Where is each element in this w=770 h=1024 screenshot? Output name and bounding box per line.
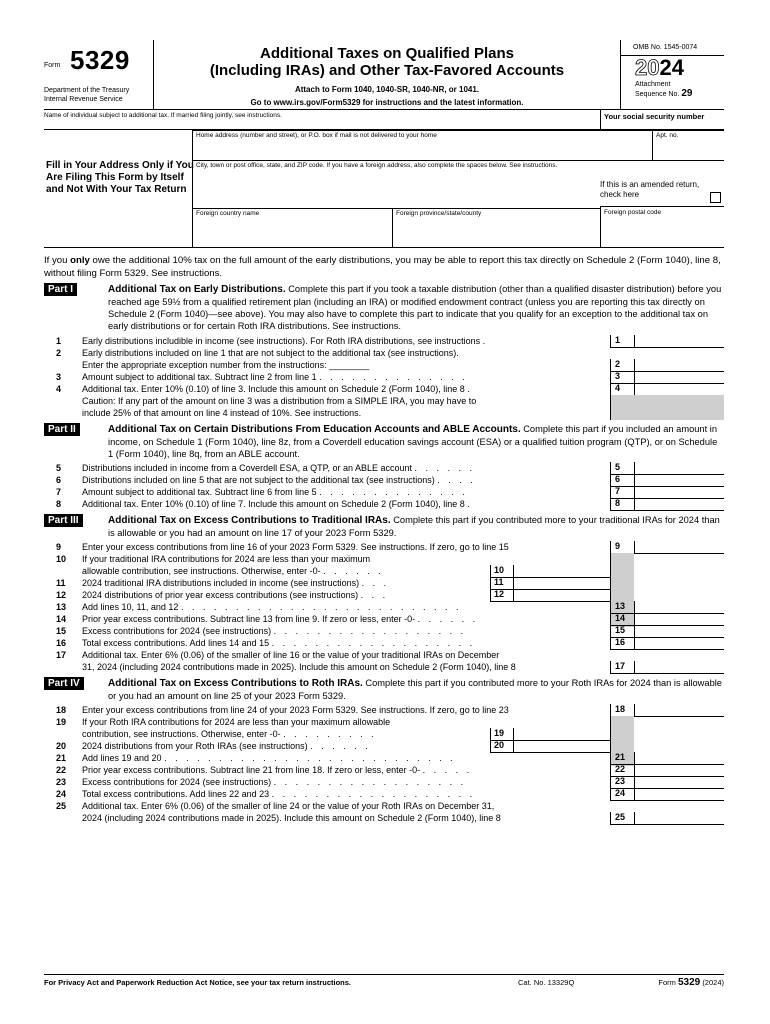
- footer-year: (2024): [702, 978, 724, 987]
- line-7-text: Amount subject to additional tax. Subtract line 6 from line 5: [82, 487, 317, 497]
- line-2a: 2 Early distributions included on line 1 that are not subject to the additional tax (see instructions).: [56, 348, 459, 358]
- line-17: 31, 2024 (including 2024 contributions made in 2025). Include this amount on Schedule 2 (Form 1040), line 8 17: [44, 662, 724, 674]
- home-address-label: Home address (number and street), or P.O. box if mail is not delivered to your home: [196, 132, 437, 139]
- tax-year: [621, 56, 724, 80]
- part-2-label: Part II: [44, 423, 80, 436]
- sequence-label: Sequence No.: [635, 91, 680, 98]
- line-12-amount[interactable]: [514, 589, 610, 602]
- line-16-text: Total excess contributions. Add lines 14 and 15: [82, 638, 270, 648]
- footer-form-id: [658, 977, 724, 988]
- line-17-text: Additional tax. Enter 6% (0.06) of the smaller of line 16 or the value of your traditional IRAs on December: [82, 650, 500, 660]
- line-24-amount[interactable]: [634, 788, 724, 801]
- line-25-text-2: 2024 (including 2024 contributions made in 2025). Include this amount on Schedule 2 (Form 1040), line 8: [82, 813, 501, 823]
- line-23: 23 Excess contributions for 2024 (see instructions) . . . . . . . . . . . . . . . . . . 23: [44, 777, 724, 789]
- line-18-text: Enter your excess contributions from line 24 of your 2023 Form 5329. See instructions. If zero, go to line 23: [82, 705, 509, 715]
- line-7: 7 Amount subject to additional tax. Subtract line 6 from line 5 . . . . . . . . . . . . . . 7: [44, 487, 724, 499]
- line-21: 21 Add lines 19 and 20 . . . . . . . . . . . . . . . . . . . . . . . . . . . 21: [44, 753, 724, 765]
- line-1-text: Early distributions includible in income (see instructions). For Roth IRA distributions, see instructions .: [82, 336, 486, 346]
- form-title: [154, 45, 620, 79]
- part-1-header: [44, 283, 724, 332]
- line-9-text: Enter your excess contributions from line 16 of your 2023 Form 5329. See instructions. If zero, go to line 15: [82, 542, 509, 552]
- line-3-text: Amount subject to additional tax. Subtract line 2 from line 1: [82, 372, 317, 382]
- part-1-label: Part I: [44, 283, 77, 296]
- line-20-text: 2024 distributions from your Roth IRAs (see instructions): [82, 741, 308, 751]
- line-22: 22 Prior year excess contributions. Subtract line 21 from line 18. If zero or less, enter -0- . . . . . 22: [44, 765, 724, 777]
- amended-label: If this is an amended return, check here: [600, 180, 700, 199]
- line-2: Enter the appropriate exception number from the instructions: ________ 2: [44, 360, 724, 372]
- line-11-text: 2024 traditional IRA distributions included in income (see instructions): [82, 578, 360, 588]
- part-3-text: Complete this part if you contributed more to your traditional IRAs for 2024 than is allowable or you had an amount on line 17 of your 2023 Form 5329.: [108, 515, 720, 538]
- foreign-province-label: Foreign province/state/county: [396, 210, 482, 217]
- caution-line-1: Caution: If any part of the amount on line 3 was a distribution from a SIMPLE IRA, you may have to: [82, 396, 477, 406]
- line-19a: 19 If your Roth IRA contributions for 2024 are less than your maximum allowable: [44, 717, 724, 729]
- catalog-number: Cat. No. 13329Q: [518, 978, 575, 987]
- form-header: [44, 40, 724, 110]
- footer-form-word: Form: [658, 978, 676, 987]
- line-3: 3 Amount subject to additional tax. Subtract line 2 from line 1 . . . . . . . . . . . . . . 3: [44, 372, 724, 384]
- line-12-text: 2024 distributions of prior year excess contributions (see instructions): [82, 590, 359, 600]
- intro-post: owe the additional 10% tax on the full amount of the early distributions, you may be able to report this tax directly on Schedule 2 (Form 1040), line 8, without filing Form 5329. See instructions.: [44, 255, 721, 279]
- line-13-text: Add lines 10, 11, and 12: [82, 602, 179, 612]
- line-5-text: Distributions included in income from a Coverdell ESA, a QTP, or an ABLE account: [82, 463, 412, 473]
- line-23-text: Excess contributions for 2024 (see instructions): [82, 777, 272, 787]
- line-10-text-2: allowable contribution, see instructions. Otherwise, enter -0-: [82, 566, 321, 576]
- line-15-text: Excess contributions for 2024 (see instructions): [82, 626, 272, 636]
- attachment-label: Attachment: [635, 81, 671, 88]
- irs-name: Internal Revenue Service: [44, 96, 123, 103]
- part-3-title: Additional Tax on Excess Contributions to Traditional IRAs.: [108, 515, 391, 526]
- privacy-notice: For Privacy Act and Paperwork Reduction Act Notice, see your tax return instructions.: [44, 978, 352, 987]
- apt-label: Apt. no.: [656, 132, 679, 139]
- line-4: 4 Additional tax. Enter 10% (0.10) of line 3. Include this amount on Schedule 2 (Form 1040), line 8 . 4: [44, 384, 724, 396]
- line-9-amount[interactable]: [634, 541, 724, 554]
- part-2-header: [44, 423, 724, 460]
- form-footer: [44, 974, 724, 988]
- form-word: Form: [44, 62, 61, 69]
- line-24: 24 Total excess contributions. Add lines 22 and 23 . . . . . . . . . . . . . . . . . . . 24: [44, 789, 724, 801]
- city-label: City, town or post office, state, and ZIP code. If you have a foreign address, also complete the spaces below. See instructions.: [196, 162, 558, 169]
- line-14-text: Prior year excess contributions. Subtract line 13 from line 9. If zero or less, enter -0-: [82, 614, 416, 624]
- apt-field[interactable]: [652, 130, 724, 160]
- line-5: 5 Distributions included in income from a Coverdell ESA, a QTP, or an ABLE account . . . . . . 5: [44, 463, 724, 475]
- foreign-postal-label: Foreign postal code: [604, 209, 662, 216]
- line-16-amount[interactable]: [634, 637, 724, 650]
- line-6: 6 Distributions included on line 5 that are not subject to the additional tax (see instructions) . . . . 6: [44, 475, 724, 487]
- name-field[interactable]: Name of individual subject to additional tax. If married filing jointly, see instructions.: [44, 112, 282, 119]
- footer-form-number: 5329: [677, 977, 701, 988]
- line-18: 18 Enter your excess contributions from line 24 of your 2023 Form 5329. See instructions. If zero, go to line 23 18: [44, 705, 724, 717]
- title-line-1: Additional Taxes on Qualified Plans: [260, 45, 514, 62]
- line-17-text-2: 31, 2024 (including 2024 contributions made in 2025). Include this amount on Schedule 2 (Form 1040), line 8: [82, 662, 516, 672]
- line-4-text: Additional tax. Enter 10% (0.10) of line 3. Include this amount on Schedule 2 (Form 1040), line 8 .: [82, 384, 470, 394]
- part-4-title: Additional Tax on Excess Contributions to Roth IRAs.: [108, 678, 363, 689]
- line-10a: 10 If your traditional IRA contributions for 2024 are less than your maximum: [44, 554, 724, 566]
- line-6-text: Distributions included on line 5 that are not subject to the additional tax (see instructions): [82, 475, 435, 485]
- line-1-amount[interactable]: [634, 335, 724, 348]
- line-18-amount[interactable]: [634, 704, 724, 717]
- form-id-block: [44, 40, 154, 110]
- line-11: 11 2024 traditional IRA distributions included in income (see instructions) . . . 11: [44, 578, 724, 590]
- part-4-text: Complete this part if you contributed more to your Roth IRAs for 2024 than is allowable or you had an amount on line 25 of your 2023 Form 5329.: [108, 678, 722, 701]
- line-25: 2024 (including 2024 contributions made in 2025). Include this amount on Schedule 2 (Form 1040), line 8 25: [44, 813, 724, 825]
- intro-pre: If you: [44, 255, 71, 266]
- foreign-postal-field[interactable]: [600, 206, 724, 248]
- part-4-header: [44, 677, 724, 702]
- line-19-text-2: contribution, see instructions. Otherwise, enter -0-: [82, 729, 281, 739]
- omb-block: [620, 40, 724, 110]
- foreign-province-field[interactable]: [392, 208, 600, 248]
- year-solid: 24: [659, 55, 684, 80]
- line-2-text: Early distributions included on line 1 that are not subject to the additional tax (see instructions).: [82, 348, 459, 358]
- line-19: contribution, see instructions. Otherwise, enter -0- . . . . . . . . . 19: [44, 729, 724, 741]
- line-13: 13 Add lines 10, 11, and 12 . . . . . . . . . . . . . . . . . . . . . . . . . . 13: [44, 602, 724, 614]
- line-9: 9 Enter your excess contributions from line 16 of your 2023 Form 5329. See instructions. If zero, go to line 15 9: [44, 542, 724, 554]
- line-14: 14 Prior year excess contributions. Subtract line 13 from line 9. If zero or less, enter -0- . . . . . . 14: [44, 614, 724, 626]
- line-8-text: Additional tax. Enter 10% (0.10) of line 7. Include this amount on Schedule 2 (Form 1040), line 8 .: [82, 499, 470, 509]
- line-12: 12 2024 distributions of prior year excess contributions (see instructions) . . . 12: [44, 590, 724, 602]
- line-20-amount[interactable]: [514, 740, 610, 753]
- line-1: 1 Early distributions includible in income (see instructions). For Roth IRA distributions, see instructions . 1: [44, 336, 724, 348]
- title-block: [154, 40, 620, 110]
- department-name: Department of the Treasury: [44, 87, 130, 94]
- amended-checkbox[interactable]: [710, 192, 721, 203]
- home-address-field[interactable]: [192, 130, 652, 160]
- line-21-text: Add lines 19 and 20: [82, 753, 162, 763]
- line-17-amount[interactable]: [634, 661, 724, 674]
- attachment-sequence: [621, 80, 724, 99]
- department: [44, 86, 129, 104]
- line-10: allowable contribution, see instructions. Otherwise, enter -0- . . . . . . 10: [44, 566, 724, 578]
- line-4-caution-2: [44, 408, 724, 420]
- line-25a: 25 Additional tax. Enter 6% (0.06) of the smaller of line 24 or the value of your Roth IRAs on December 31,: [56, 801, 495, 811]
- part-3-label: Part III: [44, 514, 83, 527]
- ssn-field[interactable]: Your social security number: [600, 110, 724, 130]
- fill-in-note: Fill in Your Address Only if You Are Filing This Form by Itself and Not With Your Tax Return: [46, 160, 194, 195]
- part-1-title: Additional Tax on Early Distributions.: [108, 284, 286, 295]
- form-page: [44, 40, 724, 990]
- caution-line-2: include 25% of that amount on line 4 instead of 10%. See instructions.: [82, 408, 362, 418]
- line-16: 16 Total excess contributions. Add lines 14 and 15 . . . . . . . . . . . . . . . . . . . 16: [44, 638, 724, 650]
- part-2-title: Additional Tax on Certain Distributions From Education Accounts and ABLE Accounts.: [108, 424, 521, 435]
- line-22-text: Prior year excess contributions. Subtract line 21 from line 18. If zero or less, enter -0-: [82, 765, 421, 775]
- line-20: 20 2024 distributions from your Roth IRAs (see instructions) . . . . . . 20: [44, 741, 724, 753]
- form-number: 5329: [70, 45, 130, 75]
- line-15: 15 Excess contributions for 2024 (see instructions) . . . . . . . . . . . . . . . . . . 15: [44, 626, 724, 638]
- name-row: [44, 110, 724, 130]
- intro-bold: only: [70, 255, 90, 266]
- part-1-text: Complete this part if you took a taxable distribution (other than a qualified disaster distribution) before you reached age 59½ from a qualified retirement plan (including an IRA) or modified endowment contract (unless you are reporting this tax directly on Schedule 2 (Form 1040)—see above). You may also have to complete this part to indicate that you qualify for an exception to the additional tax on early distributions or for certain Roth IRA distributions. See instructions.: [108, 284, 722, 331]
- line-25-amount[interactable]: [634, 812, 724, 825]
- year-outline: 20: [635, 55, 660, 80]
- part-3-header: [44, 514, 724, 539]
- intro-text: [44, 248, 724, 280]
- line-10-text: If your traditional IRA contributions for 2024 are less than your maximum: [82, 554, 371, 564]
- line-8-amount[interactable]: [634, 498, 724, 511]
- omb-number: OMB No. 1545-0074: [621, 40, 724, 56]
- title-line-2: (Including IRAs) and Other Tax-Favored Accounts: [209, 62, 565, 79]
- line-25-text: Additional tax. Enter 6% (0.06) of the smaller of line 24 or the value of your Roth IRAs on December 31,: [82, 801, 495, 811]
- line-19-text: If your Roth IRA contributions for 2024 are less than your maximum allowable: [82, 717, 391, 727]
- line-17a: 17 Additional tax. Enter 6% (0.06) of the smaller of line 16 or the value of your traditional IRAs on December: [56, 650, 500, 660]
- address-section: [44, 130, 724, 248]
- goto-note: Go to www.irs.gov/Form5329 for instructions and the latest information.: [250, 98, 524, 107]
- sequence-number: 29: [681, 88, 693, 99]
- part-4-label: Part IV: [44, 677, 84, 690]
- part-2-text: Complete this part if you included an amount in income, on Schedule 1 (Form 1040), line 8z, from a Coverdell education savings account (ESA) or a qualified tuition program (QTP), or on Schedule 1 (Form 1040), line 8q, from an ABLE account.: [108, 424, 718, 459]
- attach-note: Attach to Form 1040, 1040-SR, 1040-NR, or 1041.: [294, 85, 480, 94]
- foreign-country-label: Foreign country name: [196, 210, 260, 217]
- line-4-caution-1: [44, 396, 724, 408]
- line-8: 8 Additional tax. Enter 10% (0.10) of line 7. Include this amount on Schedule 2 (Form 1040), line 8 . 8: [44, 499, 724, 511]
- line-24-text: Total excess contributions. Add lines 22 and 23: [82, 789, 270, 799]
- foreign-country-field[interactable]: [192, 208, 392, 248]
- line-2-exception[interactable]: Enter the appropriate exception number from the instructions: ________: [82, 360, 370, 370]
